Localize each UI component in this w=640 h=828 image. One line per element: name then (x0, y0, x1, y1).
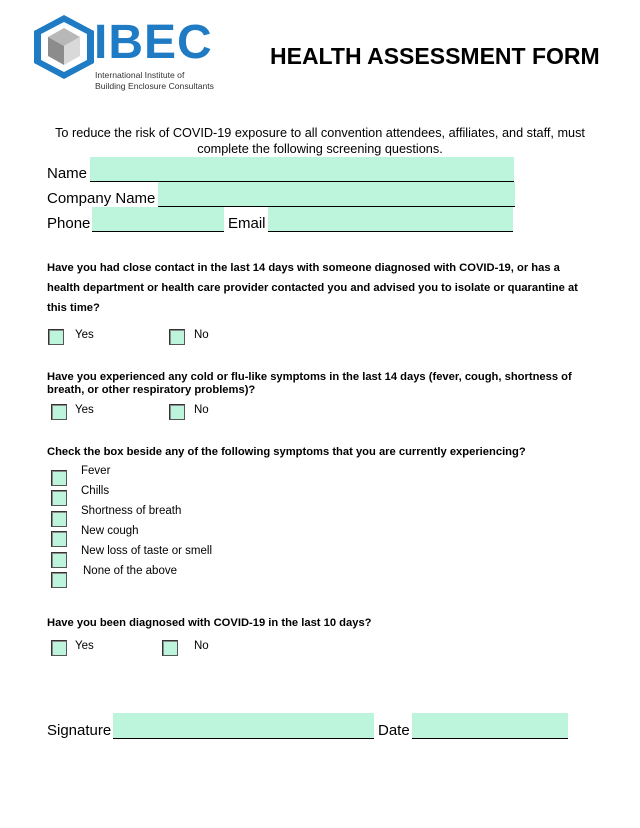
q4-no-checkbox[interactable] (162, 640, 178, 656)
q1-line-2: health department or health care provider contacted you and advised you to isolate or quarantine at (47, 282, 578, 294)
symptom-chills-label: Chills (81, 485, 110, 497)
q1-no-label: No (194, 329, 209, 341)
ibec-cube-logo-icon (32, 13, 96, 81)
signature-field[interactable] (113, 713, 374, 739)
q2-no-label: No (194, 404, 209, 416)
symptom-none-label: None of the above (83, 565, 177, 577)
q4-text: Have you been diagnosed with COVID-19 in the last 10 days? (47, 617, 372, 629)
symptom-fever-label: Fever (81, 465, 111, 477)
q3-text: Check the box beside any of the following symptoms that you are currently experiencing? (47, 446, 526, 458)
symptom-chills-checkbox[interactable] (51, 490, 67, 506)
intro-line-2: complete the following screening questions. (197, 142, 443, 156)
q2-line-1: Have you experienced any cold or flu-like symptoms in the last 14 days (fever, cough, shortness of (47, 371, 572, 383)
symptom-new-cough-checkbox[interactable] (51, 531, 67, 547)
symptom-loss-of-taste-label: New loss of taste or smell (81, 545, 213, 557)
q4-yes-label: Yes (75, 640, 94, 652)
symptom-fever-checkbox[interactable] (51, 470, 67, 486)
q1-no-checkbox[interactable] (169, 329, 185, 345)
name-label: Name (47, 165, 88, 182)
q2-yes-label: Yes (75, 404, 94, 416)
intro-line-1: To reduce the risk of COVID-19 exposure to all convention attendees, affiliates, and staff, must (55, 126, 585, 140)
symptom-shortness-of-breath-label: Shortness of breath (81, 505, 182, 517)
org-name: IBEC (94, 16, 213, 69)
intro-text (30, 125, 610, 157)
phone-field[interactable] (92, 207, 224, 232)
org-subtitle-line1: International Institute of (95, 70, 185, 80)
q4-no-label: No (194, 640, 209, 652)
org-subtitle-line2: Building Enclosure Consultants (95, 81, 214, 91)
symptom-shortness-of-breath-checkbox[interactable] (51, 511, 67, 527)
page-title: HEALTH ASSESSMENT FORM (270, 43, 600, 69)
q1-line-1: Have you had close contact in the last 14 days with someone diagnosed with COVID-19, or has a (47, 262, 560, 274)
q2-line-2: breath, or other respiratory problems)? (47, 384, 256, 396)
email-label: Email (228, 215, 266, 232)
q1-yes-checkbox[interactable] (48, 329, 64, 345)
signature-label: Signature (47, 722, 112, 739)
q2-yes-checkbox[interactable] (51, 404, 67, 420)
name-field[interactable] (90, 157, 514, 182)
symptom-loss-of-taste-checkbox[interactable] (51, 552, 67, 568)
q1-line-3: this time? (47, 302, 100, 314)
symptom-new-cough-label: New cough (81, 525, 139, 537)
q2-no-checkbox[interactable] (169, 404, 185, 420)
q4-yes-checkbox[interactable] (51, 640, 67, 656)
symptom-none-checkbox[interactable] (51, 572, 67, 588)
date-label: Date (378, 722, 410, 739)
phone-label: Phone (47, 215, 91, 232)
company-name-label: Company Name (47, 190, 156, 207)
q1-yes-label: Yes (75, 329, 94, 341)
email-field[interactable] (268, 207, 513, 232)
date-field[interactable] (412, 713, 568, 739)
company-name-field[interactable] (158, 182, 515, 207)
